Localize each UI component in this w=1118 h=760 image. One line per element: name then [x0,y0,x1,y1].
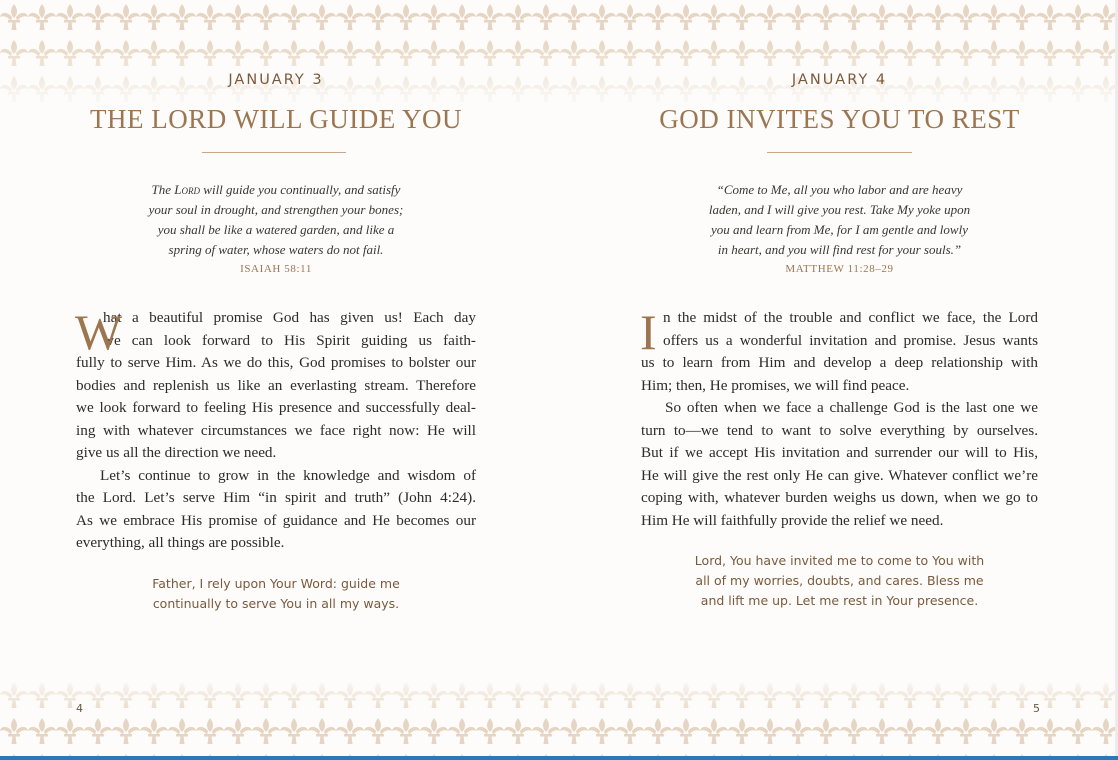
body-line: Him; then, He promises, we will find peace. [641,376,910,394]
verse-line: in heart, and you will find rest for your souls.” [717,242,962,257]
devotional-body [75,304,476,555]
body-line: n the midst of the trouble and conflict we face, the Lord [663,309,1038,326]
body-line: turn to—we tend to want to solve everything by ourselves. [641,421,1038,439]
viewer-bottom-edge [0,756,1118,760]
verse-line: The Lord will guide you continually, and satisfy [151,182,401,197]
scripture-verse [76,180,476,260]
body-line: coping with, whatever burden weighs us down, when we go to [641,489,1038,506]
body-line: we can look forward to His Spirit guiding us faith- [103,331,476,349]
body-line: Him He will faithfully provide the relief we need. [641,511,944,529]
entry-date: JANUARY 3 [228,72,324,88]
bottom-ornament-border [0,674,1118,756]
body-line: But if we accept His invitation and surrender our will to His, [641,444,1038,461]
prayer [641,551,1038,611]
prayer [76,574,476,614]
page-number: 5 [1033,702,1040,715]
body-line: So often when we face a challenge God is the last one we [665,399,1038,416]
body-line: offers us a wonderful invitation and promise. Jesus wants [663,331,1038,349]
body-line: Let’s continue to grow in the knowledge and wisdom of [100,466,476,484]
page-number: 4 [76,702,83,715]
body-line: bodies and replenish us like an everlasting stream. Therefore [76,376,476,394]
drop-cap: I [640,304,657,360]
prayer-line: and lift me up. Let me rest in Your presence. [700,593,979,608]
body-line: give us all the direction we need. [76,444,277,461]
lord-small-caps: Lord [174,182,201,197]
right-page [640,0,1040,715]
body-line: everything, all things are possible. [76,534,285,551]
body-line: the Lord. Let’s serve Him “in spirit and truth” (John 4:24). [76,489,476,506]
body-line: us to learn from Him and develop a deep relationship with [641,354,1038,371]
verse-line: “Come to Me, all you who labor and are heavy [716,182,963,197]
drop-cap: W [75,304,123,360]
verse-line: your soul in drought, and strengthen your bones; [148,202,404,217]
body-line: ing with whatever circumstances we face right now: He will [76,421,476,439]
verse-line: you and learn from Me, for I am gentle and lowly [711,222,968,237]
prayer-line: Father, I rely upon Your Word: guide me [152,576,400,591]
verse-line: spring of water, whose waters do not fail. [168,242,384,257]
prayer-line: all of my worries, doubts, and cares. Bless me [695,573,984,588]
title-divider [202,152,346,153]
scripture-verse [641,180,1038,260]
entry-date: JANUARY 4 [791,72,888,88]
entry-title: THE LORD WILL GUIDE YOU [90,104,462,134]
entry-title: GOD INVITES YOU TO REST [659,104,1020,134]
devotional-body [640,304,1038,532]
verse-reference: ISAIAH 58:11 [240,263,312,275]
body-line: As we embrace His promise of guidance and He becomes our [76,511,476,529]
prayer-line: continually to serve You in all my ways. [152,596,400,611]
body-line: hat a beautiful promise God has given us! Each day [103,309,476,326]
body-line: He will give the rest only He can give. Whatever conflict we’re [641,466,1038,484]
title-divider [767,152,912,153]
body-line: fully to serve Him. As we do this, God promises to bolster our [76,354,476,371]
left-page [75,0,476,715]
body-line: we look forward to feeling His presence and successfully deal- [76,399,476,416]
verse-line: laden, and I will give you rest. Take My yoke upon [708,202,971,217]
prayer-line: Lord, You have invited me to come to You with [694,553,985,568]
verse-reference: MATTHEW 11:28–29 [785,263,894,275]
verse-line: you shall be like a watered garden, and like a [157,222,395,237]
